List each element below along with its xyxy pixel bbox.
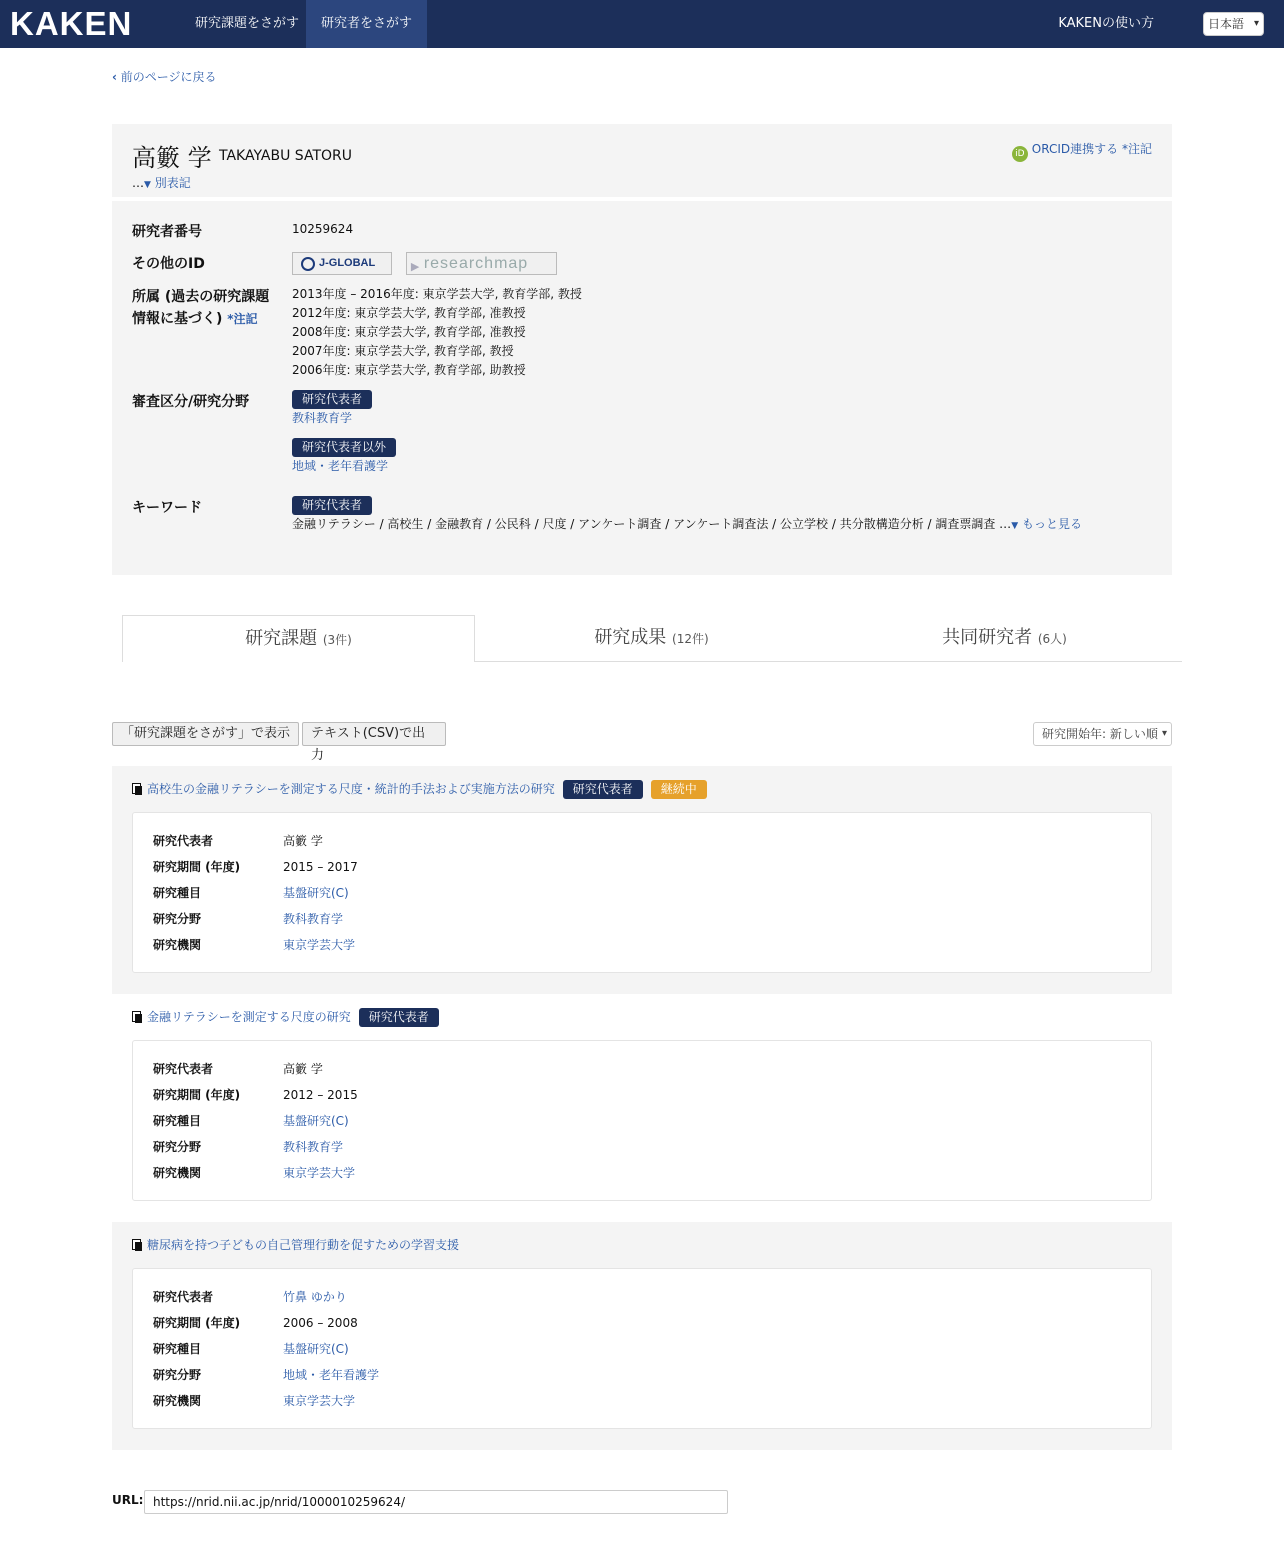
caret-down-icon: ▼ [1011, 521, 1019, 531]
caret-down-icon: ▼ [144, 180, 151, 190]
orcid-note-link[interactable]: *注記 [1121, 142, 1152, 156]
pi-label: 研究代表者 [153, 1062, 214, 1076]
keyword-values [292, 496, 1082, 536]
affiliation-label-line2: 情報に基づく) [132, 311, 223, 327]
category-link[interactable]: 基盤研究(C) [283, 1114, 349, 1128]
role-badge: 研究代表者 [359, 1008, 439, 1027]
language-value: 日本語 [1208, 17, 1245, 31]
institution-link[interactable]: 東京学芸大学 [283, 1166, 356, 1180]
researcher-number-label: 研究者番号 [132, 224, 202, 240]
copy-icon [132, 783, 143, 795]
institution-link[interactable]: 東京学芸大学 [283, 938, 356, 952]
back-link[interactable] [112, 68, 217, 85]
pi-label: 研究代表者 [153, 834, 214, 848]
tab-count: (3件) [322, 633, 352, 647]
role-badge: 研究代表者 [563, 780, 643, 799]
affiliation-list [292, 285, 582, 380]
status-badge: 継続中 [651, 780, 707, 799]
kaken-logo[interactable]: KAKEN [10, 5, 133, 42]
profile-details [112, 201, 1172, 575]
pi-badge: 研究代表者 [292, 496, 372, 515]
copy-icon [132, 1239, 143, 1251]
pi-badge: 研究代表者 [292, 390, 372, 409]
jglobal-link[interactable] [292, 252, 392, 275]
project-card [112, 994, 1172, 1222]
project-title-link[interactable]: 高校生の金融リテラシーを測定する尺度・統計的手法および実施方法の研究 [147, 782, 555, 796]
orcid-link[interactable] [1012, 140, 1152, 162]
category-link[interactable]: 基盤研究(C) [283, 1342, 349, 1356]
orcid-icon: iD [1012, 146, 1028, 162]
alias-label[interactable]: 別表記 [154, 176, 191, 190]
affiliation-note-link[interactable]: *注記 [227, 312, 258, 326]
project-details [132, 1268, 1152, 1429]
field-label: 研究分野 [153, 1368, 202, 1382]
project-title-row [132, 1008, 439, 1027]
other-id-links [292, 252, 557, 275]
non-pi-badge: 研究代表者以外 [292, 438, 396, 457]
project-card [112, 766, 1172, 994]
tab-label: 研究成果 [594, 627, 667, 648]
sort-select[interactable] [1033, 722, 1172, 746]
period-value: 2012 – 2015 [283, 1088, 358, 1102]
field-link[interactable]: 教科教育学 [283, 1140, 344, 1154]
period-value: 2015 – 2017 [283, 860, 358, 874]
profile-header [112, 124, 1172, 197]
period-label: 研究期間 (年度) [153, 860, 241, 874]
institution-label: 研究機関 [153, 938, 202, 952]
researcher-number: 10259624 [292, 222, 354, 236]
project-details [132, 812, 1152, 973]
category-label: 研究種目 [153, 1342, 202, 1356]
institution-label: 研究機関 [153, 1394, 202, 1408]
copy-icon [132, 1011, 143, 1023]
language-select[interactable] [1203, 12, 1264, 36]
tab-count: (12件) [672, 632, 709, 646]
period-label: 研究期間 (年度) [153, 1088, 241, 1102]
pi-value: 高籔 学 [283, 1062, 323, 1076]
affiliation-item: 2006年度: 東京学芸大学, 教育学部, 助教授 [292, 363, 526, 377]
tab-label: 共同研究者 [942, 627, 1033, 648]
chevron-down-icon: ▾ [1253, 18, 1259, 29]
back-link-label: 前のページに戻る [120, 70, 217, 84]
project-title-link[interactable]: 糖尿病を持つ子どもの自己管理行動を促すための学習支援 [147, 1238, 460, 1252]
nav-search-projects[interactable]: 研究課題をさがす [195, 16, 300, 31]
affiliation-label-line1: 所属 (過去の研究課題 [132, 289, 270, 305]
field-label: 研究分野 [153, 1140, 202, 1154]
project-title-link[interactable]: 金融リテラシーを測定する尺度の研究 [147, 1010, 351, 1024]
field-link[interactable]: 地域・老年看護学 [292, 459, 389, 473]
period-value: 2006 – 2008 [283, 1316, 358, 1330]
sort-value: 研究開始年: 新しい順 [1042, 727, 1158, 741]
tab-projects[interactable] [122, 615, 475, 662]
chevron-left-icon: ‹ [112, 70, 117, 84]
export-csv-button[interactable]: テキスト(CSV)で出力 [302, 722, 446, 746]
tab-outputs[interactable] [475, 615, 828, 662]
url-label: URL: [112, 1493, 144, 1507]
researcher-name-en: TAKAYABU SATORU [219, 148, 352, 164]
category-link[interactable]: 基盤研究(C) [283, 886, 349, 900]
affiliation-item: 2007年度: 東京学芸大学, 教育学部, 教授 [292, 344, 514, 358]
affiliation-label [132, 286, 269, 330]
more-keywords-link[interactable]: もっと見る [1021, 517, 1082, 531]
alias-ellipsis: … [132, 176, 144, 190]
affiliation-item: 2013年度 – 2016年度: 東京学芸大学, 教育学部, 教授 [292, 287, 582, 301]
project-card [112, 1222, 1172, 1450]
tab-divider [474, 661, 1182, 662]
field-link[interactable]: 教科教育学 [283, 912, 344, 926]
play-icon: ▶ [410, 260, 420, 273]
field-values [292, 390, 396, 476]
pi-value: 高籔 学 [283, 834, 323, 848]
project-title-row [132, 780, 707, 799]
top-navbar [0, 0, 1284, 48]
pi-link[interactable]: 竹鼻 ゆかり [283, 1290, 347, 1304]
affiliation-item: 2008年度: 東京学芸大学, 教育学部, 准教授 [292, 325, 526, 339]
jglobal-label: J-GLOBAL [319, 257, 376, 269]
tab-coresearchers[interactable] [828, 615, 1181, 662]
alias-toggle[interactable] [132, 174, 191, 191]
project-title-row [132, 1236, 459, 1255]
nav-help-link[interactable]: KAKENの使い方 [1058, 16, 1154, 31]
field-label: 審査区分/研究分野 [132, 394, 250, 410]
tab-label: 研究課題 [245, 628, 318, 649]
period-label: 研究期間 (年度) [153, 1316, 241, 1330]
researchmap-label: researchmap [423, 255, 529, 272]
institution-link[interactable]: 東京学芸大学 [283, 1394, 356, 1408]
other-id-label: その他のID [132, 256, 205, 272]
orcid-label[interactable]: ORCID連携する [1031, 142, 1119, 156]
url-field[interactable]: https://nrid.nii.ac.jp/nrid/1000010259624/ [144, 1490, 728, 1514]
affiliation-item: 2012年度: 東京学芸大学, 教育学部, 准教授 [292, 306, 526, 320]
institution-label: 研究機関 [153, 1166, 202, 1180]
keyword-list: 金融リテラシー / 高校生 / 金融教育 / 公民科 / 尺度 / アンケート調査 / アンケート調査法 / 公立学校 / 共分散構造分析 / 調査票調査 … [292, 517, 1012, 531]
show-in-search-button[interactable]: 「研究課題をさがす」で表示 [112, 722, 299, 746]
keyword-label: キーワード [132, 500, 202, 516]
field-label: 研究分野 [153, 912, 202, 926]
field-link[interactable]: 地域・老年看護学 [283, 1368, 380, 1382]
category-label: 研究種目 [153, 886, 202, 900]
researcher-name-ja: 高籔 学 [132, 144, 212, 172]
chevron-down-icon: ▾ [1161, 728, 1167, 739]
nav-search-researchers[interactable]: 研究者をさがす [306, 0, 427, 48]
field-link[interactable]: 教科教育学 [292, 411, 353, 425]
jglobal-logo-icon [301, 257, 315, 271]
researchmap-link[interactable] [406, 252, 557, 275]
tab-count: (6人) [1037, 632, 1067, 646]
project-details [132, 1040, 1152, 1201]
pi-label: 研究代表者 [153, 1290, 214, 1304]
category-label: 研究種目 [153, 1114, 202, 1128]
